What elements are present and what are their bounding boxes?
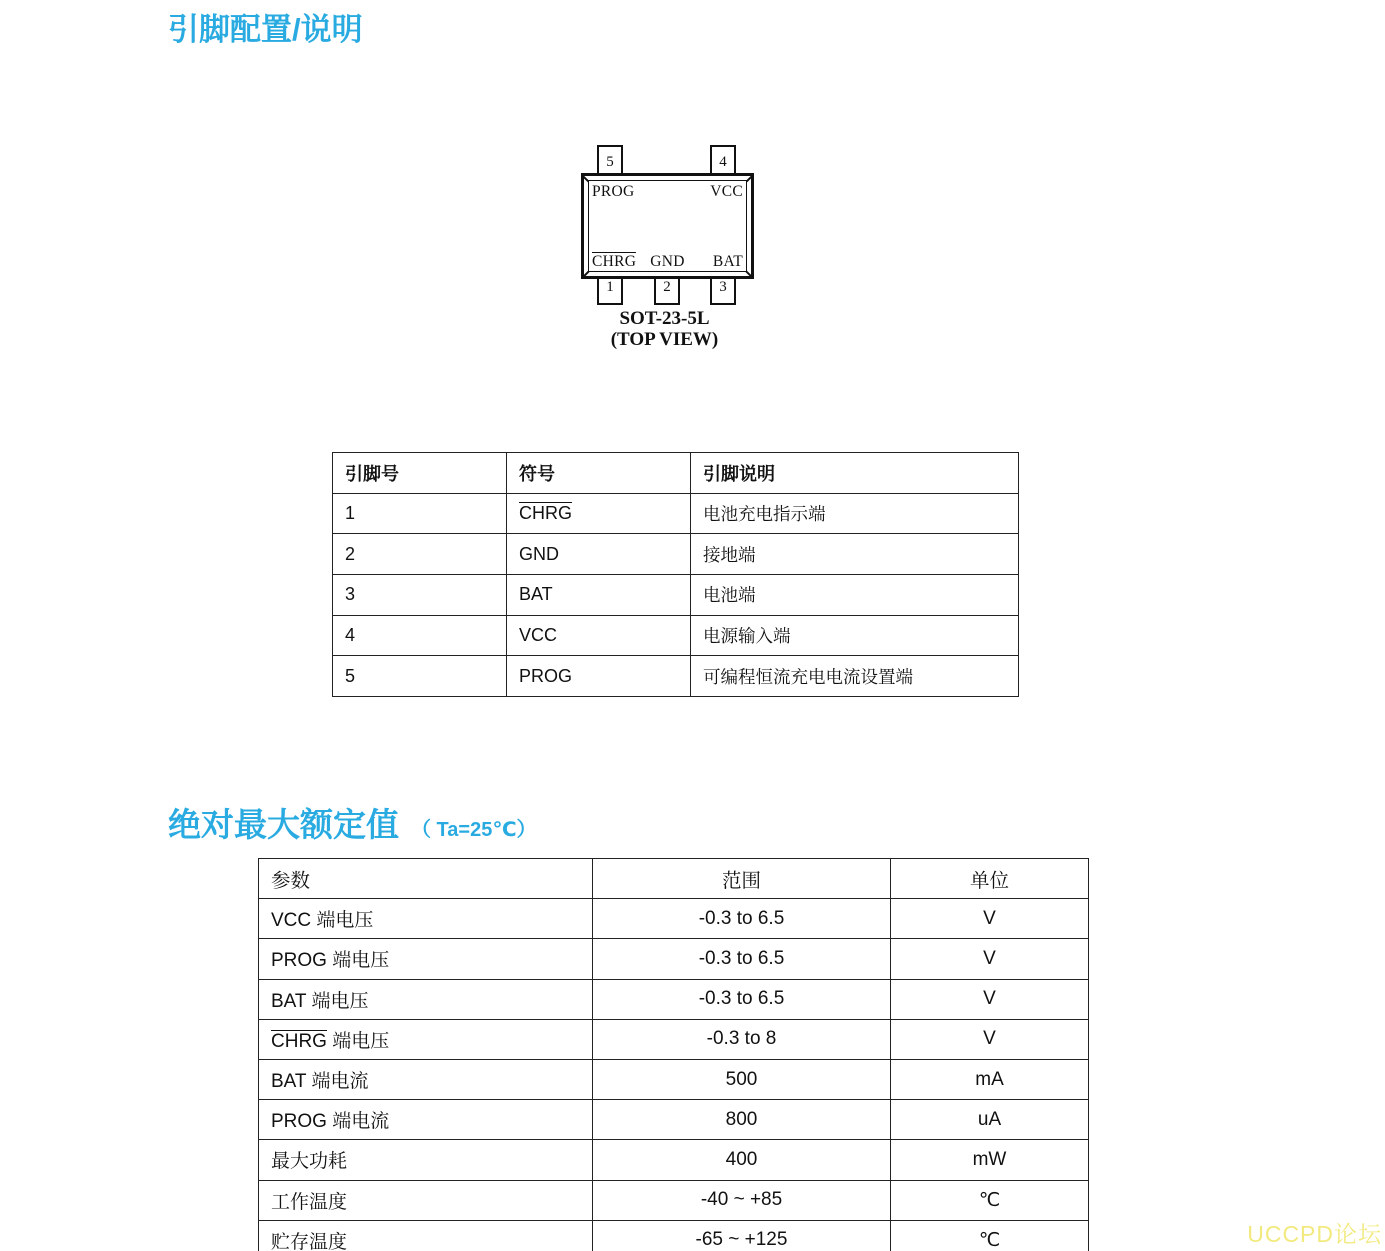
unit-cell: V — [891, 1019, 1089, 1059]
pin-number-cell: 5 — [333, 656, 507, 697]
table-row — [333, 574, 1019, 615]
table-row — [259, 1059, 1089, 1099]
pin-symbol-cell: CHRG — [507, 493, 691, 534]
parameter-cell: CHRG 端电压 — [259, 1019, 593, 1059]
pin-label-bat: BAT — [712, 253, 743, 270]
pin-label-prog: PROG — [592, 183, 635, 200]
table-row — [259, 1019, 1089, 1059]
corner-line — [746, 270, 753, 277]
table-row — [333, 615, 1019, 656]
pin-table — [332, 452, 1019, 697]
range-cell: 800 — [593, 1100, 891, 1140]
unit-cell: V — [891, 899, 1089, 939]
corner-line — [582, 270, 589, 277]
parameter-cell: 工作温度 — [259, 1180, 593, 1220]
parameter-cell: PROG 端电压 — [259, 939, 593, 979]
pin-number: 5 — [606, 153, 614, 170]
table-header-row — [259, 859, 1089, 899]
range-cell: -0.3 to 8 — [593, 1019, 891, 1059]
table-header-row — [333, 453, 1019, 494]
table-row — [333, 656, 1019, 697]
ratings-table — [258, 858, 1089, 1251]
table-row — [259, 1100, 1089, 1140]
pin-number: 1 — [606, 279, 614, 295]
table-row — [259, 939, 1089, 979]
range-cell: -0.3 to 6.5 — [593, 979, 891, 1019]
table-row — [259, 1220, 1089, 1251]
pin-symbol-cell: GND — [507, 534, 691, 575]
pin-description-cell: 电池充电指示端 — [691, 493, 1019, 534]
pin-symbol-cell: BAT — [507, 574, 691, 615]
parameter-cell: BAT 端电压 — [259, 979, 593, 1019]
ratings-title-text: 绝对最大额定值 — [168, 806, 399, 843]
pin-number-cell: 2 — [333, 534, 507, 575]
unit-cell: mA — [891, 1059, 1089, 1099]
unit-cell: V — [891, 939, 1089, 979]
pin-label-vcc: VCC — [710, 183, 743, 200]
range-cell: -40 ~ +85 — [593, 1180, 891, 1220]
parameter-cell: PROG 端电流 — [259, 1100, 593, 1140]
page-title-absolute-maximum-ratings — [168, 799, 537, 846]
corner-line — [746, 175, 753, 182]
column-header-symbol: 符号 — [507, 453, 691, 494]
pin-number-cell: 1 — [333, 493, 507, 534]
chip-body — [581, 173, 754, 279]
package-name: SOT-23-5L — [619, 308, 710, 329]
table-row — [333, 534, 1019, 575]
unit-cell: ℃ — [891, 1180, 1089, 1220]
pin-number: 4 — [719, 153, 727, 170]
pin-number-cell: 3 — [333, 574, 507, 615]
pin-description-cell: 接地端 — [691, 534, 1019, 575]
pin-label-gnd: GND — [650, 253, 685, 270]
pin-description-cell: 可编程恒流充电电流设置端 — [691, 656, 1019, 697]
pin-description-cell: 电源输入端 — [691, 615, 1019, 656]
table-row — [259, 1140, 1089, 1180]
unit-cell: uA — [891, 1100, 1089, 1140]
pin-number: 3 — [719, 279, 727, 295]
column-header-description: 引脚说明 — [691, 453, 1019, 494]
column-header-unit: 单位 — [891, 859, 1089, 899]
pin-number: 2 — [663, 279, 671, 295]
pin-symbol-cell: PROG — [507, 656, 691, 697]
range-cell: -0.3 to 6.5 — [593, 899, 891, 939]
table-row — [259, 979, 1089, 1019]
parameter-cell: BAT 端电流 — [259, 1059, 593, 1099]
range-cell: 400 — [593, 1140, 891, 1180]
parameter-cell: 最大功耗 — [259, 1140, 593, 1180]
package-diagram — [581, 145, 748, 360]
column-header-range: 范围 — [593, 859, 891, 899]
corner-line — [582, 175, 589, 182]
pin-number-cell: 4 — [333, 615, 507, 656]
package-view: (TOP VIEW) — [610, 329, 719, 350]
unit-cell: V — [891, 979, 1089, 1019]
range-cell: -0.3 to 6.5 — [593, 939, 891, 979]
pin-description-cell: 电池端 — [691, 574, 1019, 615]
unit-cell: ℃ — [891, 1220, 1089, 1251]
watermark: UCCPD论坛 — [1247, 1221, 1382, 1247]
pin-label-chrg: CHRG — [592, 253, 637, 270]
table-row — [259, 899, 1089, 939]
column-header-parameter: 参数 — [259, 859, 593, 899]
column-header-pin-number: 引脚号 — [333, 453, 507, 494]
parameter-cell: 贮存温度 — [259, 1220, 593, 1251]
range-cell: -65 ~ +125 — [593, 1220, 891, 1251]
table-row — [333, 493, 1019, 534]
table-row — [259, 1180, 1089, 1220]
ratings-condition: （ Ta=25℃） — [411, 819, 537, 841]
range-cell: 500 — [593, 1059, 891, 1099]
unit-cell: mW — [891, 1140, 1089, 1180]
pin-symbol-cell: VCC — [507, 615, 691, 656]
page-title-pin-configuration: 引脚配置/说明 — [168, 12, 363, 47]
parameter-cell: VCC 端电压 — [259, 899, 593, 939]
